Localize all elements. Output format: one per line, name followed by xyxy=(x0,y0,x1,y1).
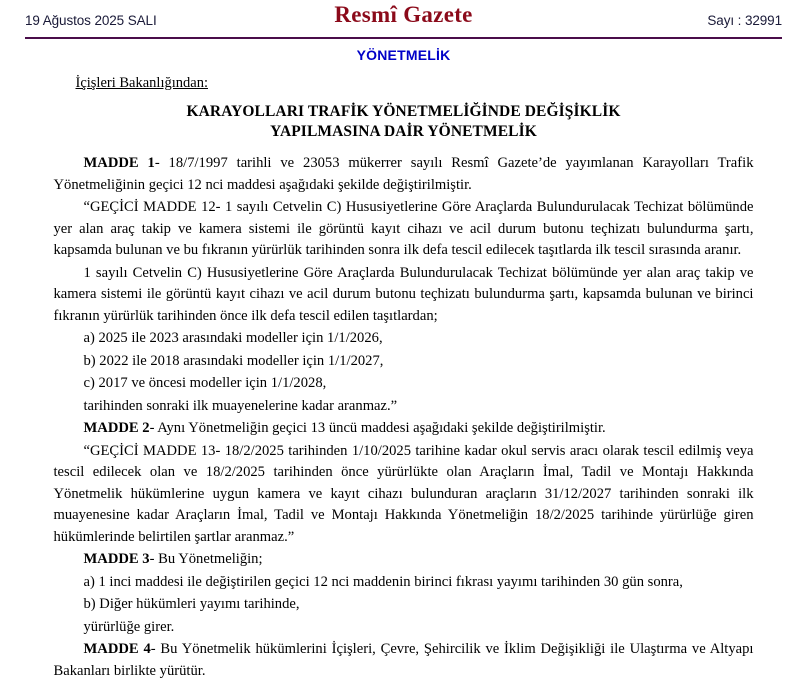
article-3-item-b: b) Diğer hükümleri yayımı tarihinde, xyxy=(83,596,300,612)
article-2-text: - Aynı Yönetmeliğin geçici 13 üncü maddesi aşağıdaki şekilde değiştirilmiştir. xyxy=(149,420,606,436)
issue-number: Sayı : 32991 xyxy=(707,13,782,28)
article-2-label: MADDE 2 xyxy=(83,420,150,436)
list-item-b: b) 2022 ile 2018 arasındaki modeller için 1/1/2027, xyxy=(83,352,384,369)
article-3-closing-line: yürürlüğe girer. xyxy=(83,618,175,635)
document-title-line-2: YAPILMASINA DAİR YÖNETMELİK xyxy=(270,123,537,140)
article-4-label: MADDE 4 xyxy=(83,641,151,657)
article-3-text: - Bu Yönetmeliğin; xyxy=(149,551,263,567)
article-1-paragraph xyxy=(54,153,754,196)
document-title-line-1: KARAYOLLARI TRAFİK YÖNETMELİĞİNDE DEĞİŞİKLİK xyxy=(186,103,621,120)
provisional-article-13-paragraph: “GEÇİCİ MADDE 13- 18/2/2025 tarihinden 1/10/2025 tarihine kadar okul servis aracı olarak tescil edilmiş veya tescil edilecek olan ve 18/2/2025 tarihinden önce yürürlükte olan Araçların İmal, Tadil ve Montajı Hakkında Yönetmelik hükümlerine uygun kamera ve kayıt cihazı bulunduran araçların 31/12/2027 tarihinden sonraki ilk muayenesine kadar Araçların İmal, Tadil ve Montajı Hakkında Yönetmeliğin 18/2/2025 tarihinde yürürlüğe giren hükümlerinde belirtilen şartlar aranmaz.” xyxy=(53,442,754,545)
article-2-paragraph xyxy=(54,418,754,440)
issuing-authority xyxy=(76,75,754,92)
section-heading: YÖNETMELİK xyxy=(356,47,451,63)
masthead-divider xyxy=(25,37,782,39)
issuing-authority-label: İçişleri Bakanlığından: xyxy=(75,75,208,91)
provisional-article-12-paragraph-2: 1 sayılı Cetvelin C) Hususiyetlerine Göre Araçlarda Bulundurulacak Techizat bölümünde yer alan araç takip ve kamera sistemi ile görüntü kayıt cihazı ve acil durum butonu teçhizatı bulundurma şartı, kapsamda bulunan ve birinci fıkranın yürürlük tarihinden önce ilk defa tescil edilen taşıtlardan; xyxy=(53,264,754,324)
article-4-paragraph xyxy=(54,639,754,682)
article-3-item-a: a) 1 inci maddesi ile değiştirilen geçici 12 nci maddenin birinci fıkrası yayımı tarihinden 30 gün sonra, xyxy=(83,573,683,590)
list-closing-line: tarihinden sonraki ilk muayenelerine kadar aranmaz.” xyxy=(83,397,398,414)
article-3-label: MADDE 3 xyxy=(83,551,150,567)
list-item-c: c) 2017 ve öncesi modeller için 1/1/2028, xyxy=(83,375,327,391)
article-1-text: - 18/7/1997 tarihli ve 23053 mükerrer sayılı Resmî Gazete’de yayımlanan Karayolları Trafik Yönetmeliğinin geçici 12 nci maddesi aşağıdaki şekilde değiştirilmiştir. xyxy=(53,155,754,193)
masthead xyxy=(0,0,807,36)
publication-date: 19 Ağustos 2025 SALI xyxy=(25,13,157,28)
article-4-text: - Bu Yönetmelik hükümlerini İçişleri, Çevre, Şehircilik ve İklim Değişikliği ile Ulaştırma ve Altyapı Bakanları birlikte yürütür. xyxy=(53,641,754,679)
gazette-title: Resmî Gazete xyxy=(334,2,473,27)
provisional-article-12-paragraph-1: “GEÇİCİ MADDE 12- 1 sayılı Cetvelin C) Hususiyetlerine Göre Araçlarda Bulundurulacak Techizat bölümünde yer alan araç takip ve kamera sistemi ile görüntü kayıt cihazı ve acil durum butonu teçhizatı bulundurma şartı, kapsamda bulunan ve bu fıkranın yürürlük tarihinden sonra ilk defa tescil edilecek taşıtlarda ilk tescil sırasında aranır. xyxy=(53,199,754,258)
document-body xyxy=(54,63,754,682)
article-3-paragraph xyxy=(54,549,754,571)
document-title xyxy=(54,102,754,141)
article-1-label: MADDE 1 xyxy=(83,155,155,171)
list-item-a: a) 2025 ile 2023 arasındaki modeller için 1/1/2026, xyxy=(83,330,383,346)
